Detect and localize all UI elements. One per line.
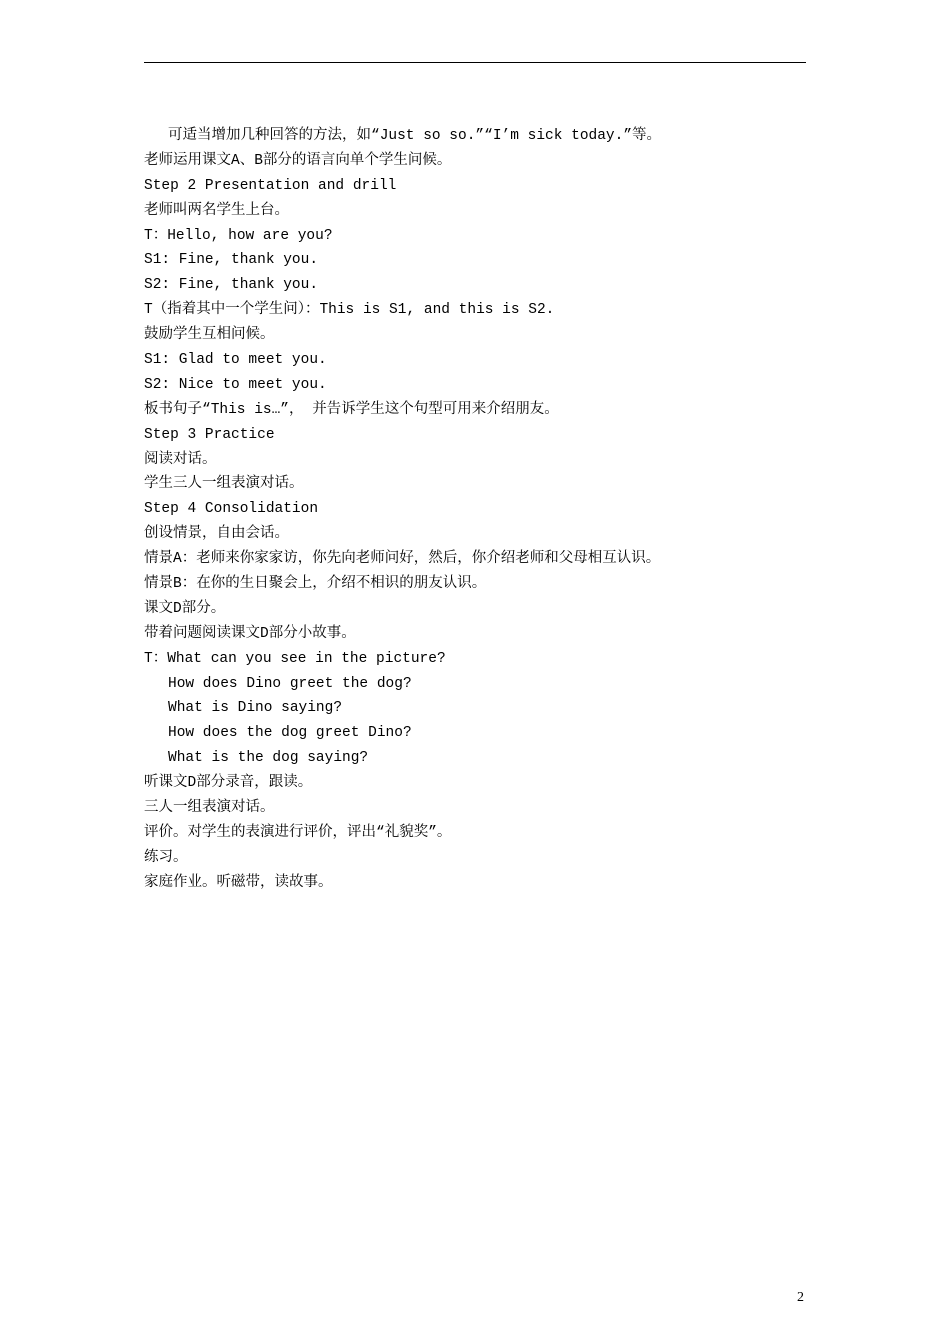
step-heading: Step 2 Presentation and drill (144, 177, 397, 194)
paragraph-line: 情景B：在你的生日聚会上，介绍不相识的朋友认识。 (144, 576, 487, 593)
question-line: How does the dog greet Dino? (168, 725, 412, 742)
paragraph-line: 老师叫两名学生上台。 (144, 202, 289, 219)
page-number: 2 (797, 1290, 804, 1305)
question-line: How does Dino greet the dog? (168, 675, 412, 692)
dialogue-line: S1: Fine, thank you. (144, 252, 319, 269)
paragraph-line: 带着问题阅读课文D部分小故事。 (144, 625, 356, 642)
question-line: T：What can you see in the picture? (144, 650, 446, 667)
paragraph-line: 评价。对学生的表演进行评价，评出“礼貌奖”。 (144, 824, 452, 841)
paragraph-line: 可适当增加几种回答的方法，如“Just so so.”“I’m sick today.”等。 (168, 128, 662, 144)
step-heading: Step 4 Consolidation (144, 501, 319, 518)
paragraph-line: 阅读对话。 (144, 451, 217, 468)
question-line: What is the dog saying? (168, 750, 369, 767)
paragraph-line: 鼓励学生互相问候。 (144, 327, 275, 344)
paragraph-line: 情景A：老师来你家家访，你先向老师问好，然后，你介绍老师和父母相互认识。 (144, 551, 661, 568)
dialogue-line: S2: Fine, thank you. (144, 277, 319, 294)
paragraph-line: 板书句子“This is…”， 并告诉学生这个句型可用来介绍朋友。 (144, 401, 559, 418)
paragraph-line: 家庭作业。听磁带，读故事。 (144, 874, 333, 891)
question-line: What is Dino saying? (168, 700, 343, 717)
paragraph-line: 老师运用课文A、B部分的语言向单个学生问候。 (144, 152, 452, 169)
dialogue-line: T：Hello, how are you? (144, 227, 333, 244)
header-rule (144, 62, 806, 63)
step-heading: Step 3 Practice (144, 426, 275, 443)
document-body (144, 124, 824, 896)
dialogue-line: S2: Nice to meet you. (144, 376, 327, 393)
paragraph-line: 创设情景，自由会话。 (144, 526, 289, 543)
dialogue-line: S1: Glad to meet you. (144, 352, 327, 369)
paragraph-line: 练习。 (144, 849, 188, 866)
paragraph-line: 听课文D部分录音，跟读。 (144, 775, 313, 792)
paragraph-line: 三人一组表演对话。 (144, 800, 275, 817)
paragraph-line: 课文D部分。 (144, 600, 226, 617)
dialogue-line: T（指着其中一个学生问）：This is S1, and this is S2. (144, 302, 555, 319)
paragraph-line: 学生三人一组表演对话。 (144, 476, 304, 493)
